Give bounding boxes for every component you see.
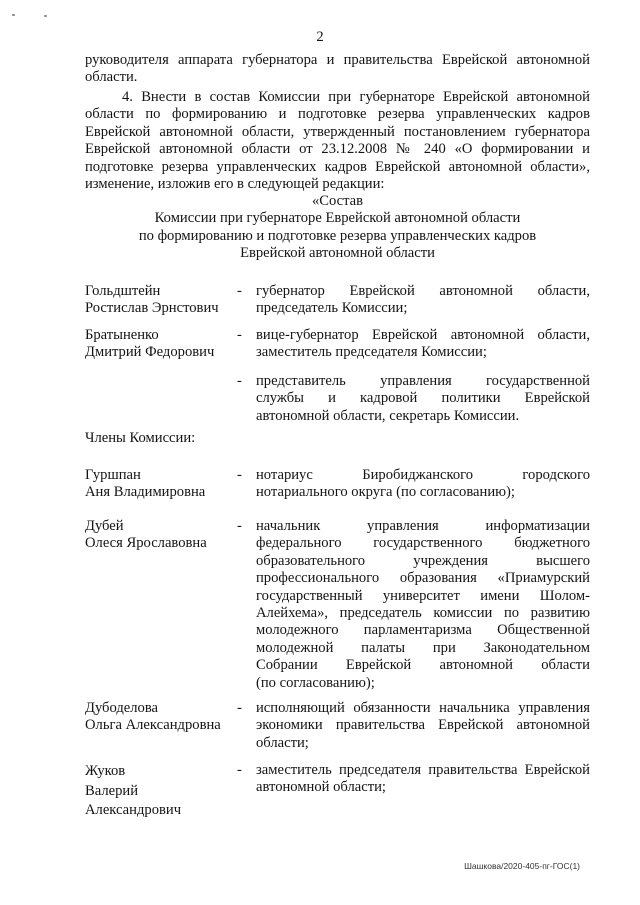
role-line: образовательного учреждения высшего (256, 552, 590, 569)
page-number: 2 (316, 29, 324, 45)
role-line: молодежной палаты при Законодательном (256, 639, 590, 656)
scan-speck (12, 14, 15, 16)
intro-continuation (85, 52, 590, 87)
footer-doc-code: Шашкова/2020-405-пг-ГОС(1) (464, 861, 580, 871)
role-line: губернатор Еврейской автономной области, (256, 283, 590, 299)
text-line: Еврейской автономной области, утвержденный постановлением губернатора (85, 123, 590, 140)
dash-separator: - (237, 467, 242, 483)
name-line: Аня Владимировна (85, 484, 206, 501)
role-line: начальник управления информатизации (256, 518, 590, 534)
role-line: заместитель председателя Комиссии; (256, 344, 487, 361)
text-line: области. (85, 69, 138, 86)
name-line: Ростислав Эрнстович (85, 300, 219, 317)
member-role (256, 467, 590, 502)
text-line: 4. Внести в состав Комиссии при губернаторе Еврейской автономной (122, 89, 590, 105)
member-role (256, 327, 590, 362)
heading-line: по формированию и подготовке резерва управленческих кадров (138, 227, 537, 244)
name-line: Братыненко (85, 327, 159, 343)
scan-speck (44, 15, 47, 17)
dash-separator: - (237, 762, 242, 778)
dash-separator: - (237, 700, 242, 716)
dash-separator: - (237, 283, 242, 299)
role-line: председатель Комиссии; (256, 300, 408, 317)
heading-line: Еврейской автономной области (240, 245, 435, 262)
dash-separator: - (237, 327, 242, 343)
member-name (85, 467, 237, 502)
role-line: заместитель председателя правительства Еврейской (256, 762, 590, 778)
member-role (256, 700, 590, 752)
name-line: Валерий (85, 782, 139, 799)
name-line: Гуршпан (85, 467, 141, 483)
role-line: федерального государственного бюджетного (256, 535, 590, 552)
name-line: Олеся Ярославовна (85, 535, 207, 552)
member-name (85, 518, 237, 553)
text-line: области по формированию и подготовке резерва управленческих кадров (85, 106, 590, 123)
composition-heading (85, 193, 590, 263)
role-line: представитель управления государственной (256, 373, 590, 389)
role-line: молодежного парламентаризма Общественной (256, 622, 590, 639)
text-line: изменение, изложив его в следующей редакции: (85, 176, 385, 193)
role-line: профессионального образования «Приамурский (256, 570, 590, 587)
role-line: службы и кадровой политики Еврейской (256, 390, 590, 407)
member-role (256, 373, 590, 425)
name-line: Александрович (85, 802, 182, 818)
name-line: Дубей (85, 518, 124, 534)
role-line: Алейхема», председатель комиссии по развитию (256, 605, 590, 622)
name-line: Гольдштейн (85, 283, 161, 299)
item-4-paragraph (85, 89, 590, 193)
role-line: автономной области; (256, 779, 386, 796)
heading-line: Комиссии при губернаторе Еврейской автономной области (154, 210, 521, 227)
text-line: Еврейской автономной области от 23.12.2008 № 240 «О формировании и (85, 141, 590, 158)
member-role (256, 762, 590, 797)
role-line: вице-губернатор Еврейской автономной области, (256, 327, 590, 343)
dash-separator: - (237, 373, 242, 389)
role-line: экономики правительства Еврейской автономной (256, 717, 590, 734)
heading-line: «Состав (311, 193, 364, 209)
name-line: Ольга Александровна (85, 717, 221, 734)
member-name (85, 700, 237, 735)
member-role (256, 518, 590, 692)
role-line: нотариус Биробиджанского городского (256, 467, 590, 483)
role-line: исполняющий обязанности начальника управления (256, 700, 590, 716)
role-line: (по согласованию); (256, 674, 375, 691)
role-line: нотариального округа (по согласованию); (256, 484, 515, 501)
member-name (85, 283, 237, 318)
member-name (85, 327, 237, 362)
text-line: руководителя аппарата губернатора и правительства Еврейской автономной (85, 52, 590, 68)
role-line: Собрании Еврейской автономной области (256, 657, 590, 674)
dash-separator: - (237, 518, 242, 534)
text-line: подготовке резерва управленческих кадров Еврейской автономной области», (85, 158, 590, 175)
member-role (256, 283, 590, 318)
role-line: автономной области, секретарь Комиссии. (256, 407, 520, 424)
role-line: государственный университет имени Шолом- (256, 587, 590, 604)
name-line: Дмитрий Федорович (85, 344, 215, 361)
members-title: Члены Комиссии: (85, 430, 196, 446)
name-line: Жуков (85, 763, 126, 779)
role-line: области; (256, 734, 309, 751)
member-name (85, 762, 237, 821)
name-line: Дубоделова (85, 700, 159, 716)
